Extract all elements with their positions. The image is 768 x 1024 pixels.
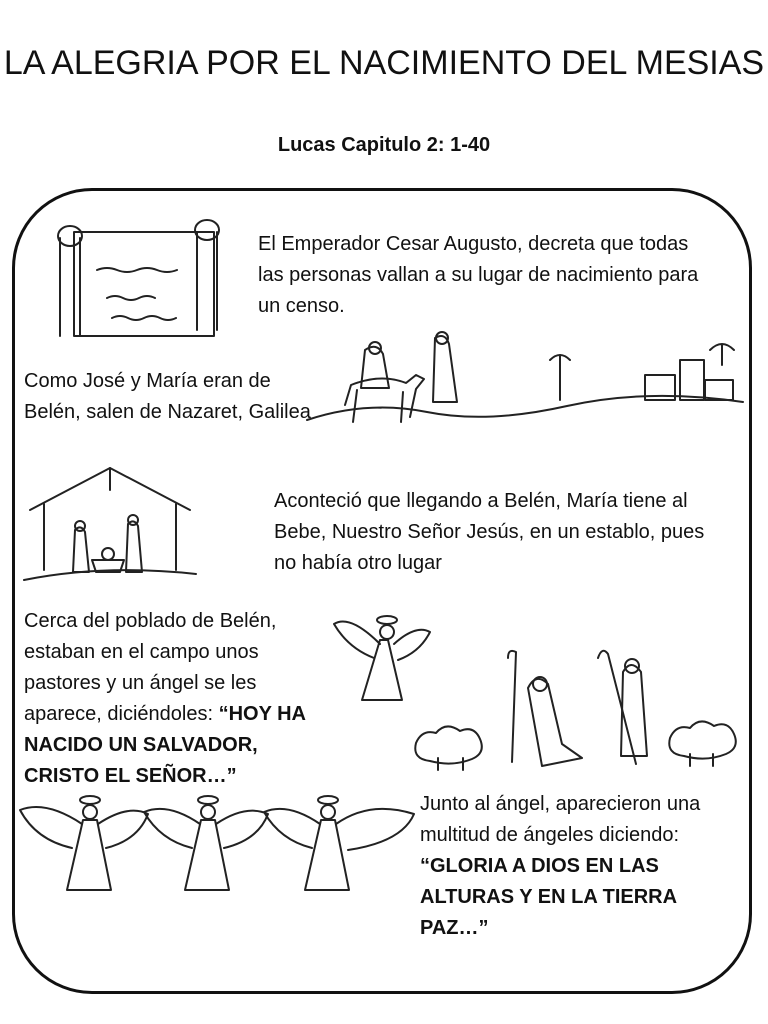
shepherds-quote: “HOY HA NACIDO UN SALVADOR, CRISTO EL SEÑOR…” [24, 703, 306, 787]
journey-text: Como José y María eran de Belén, salen de Nazaret, Galilea [24, 370, 311, 423]
nativity-stable-icon [20, 460, 200, 585]
decree-text: El Emperador Cesar Augusto, decreta que todas las personas vallan a su lugar de nacimiento para un censo. [258, 233, 699, 317]
journey-to-bethlehem-icon [305, 330, 745, 440]
shepherds-with-sheep-icon [408, 648, 742, 770]
page-title: LA ALEGRIA POR EL NACIMIENTO DEL MESIAS [3, 44, 765, 82]
angels-quote: “GLORIA A DIOS EN LAS ALTURAS Y EN LA TIERRA PAZ…” [420, 855, 677, 939]
angels-text [420, 789, 738, 944]
shepherds-text [24, 606, 320, 792]
shepherds-intro: Cerca del poblado de Belén, estaban en el campo unos pastores y un ángel se les aparece, diciéndoles: [24, 610, 277, 725]
scroll-icon [52, 218, 227, 343]
angels-multitude-icon [18, 790, 418, 902]
angels-intro: Junto al ángel, aparecieron una multitud de ángeles diciendo: [420, 793, 701, 846]
page-subtitle: Lucas Capitulo 2: 1-40 [277, 134, 491, 156]
birth-text: Aconteció que llegando a Belén, María tiene al Bebe, Nuestro Señor Jesús, en un establo, pues no había otro lugar [274, 490, 705, 574]
